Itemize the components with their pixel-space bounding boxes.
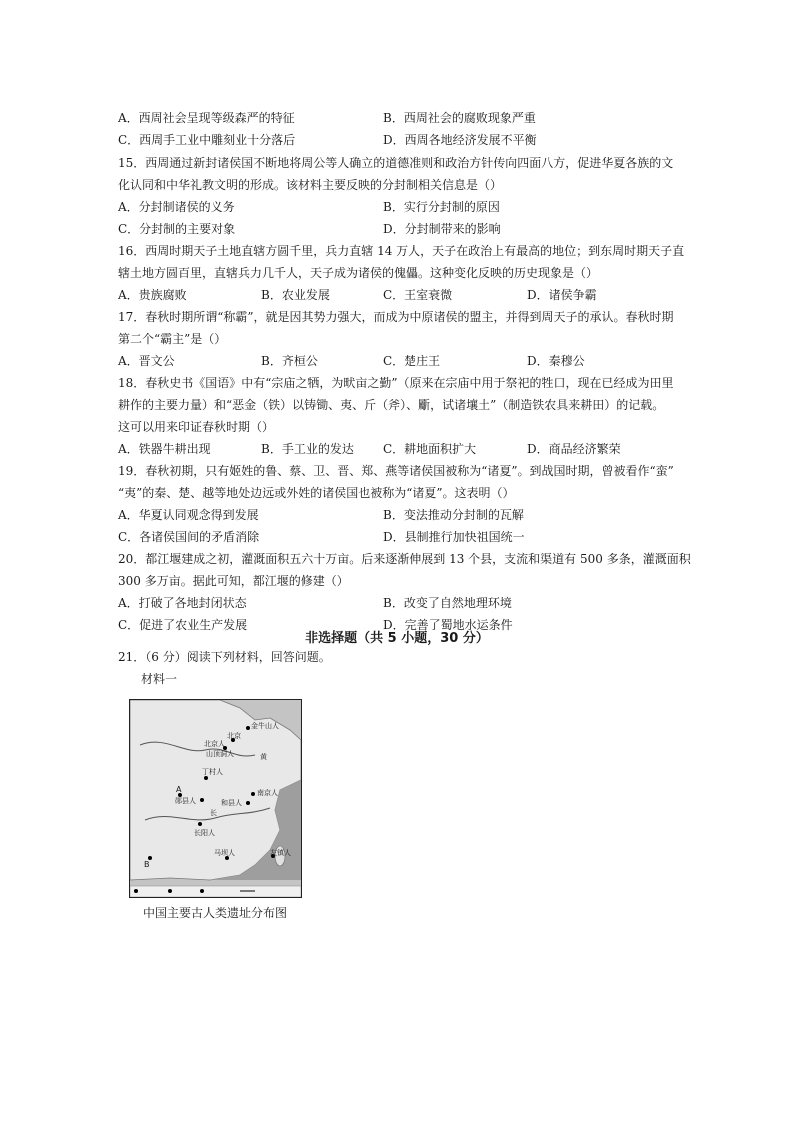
q20-option-c[interactable]: C．促进了农业生产发展 bbox=[118, 618, 248, 632]
label-shandingdong: 山顶洞人 bbox=[206, 750, 234, 758]
q18-option-a[interactable]: A．铁器牛耕出现 bbox=[118, 442, 211, 456]
q19-option-d[interactable]: D．县制推行加快祖国统一 bbox=[383, 530, 525, 544]
ancient-human-sites-map bbox=[129, 699, 302, 898]
section-title: 非选择题（共 5 小题，30 分） bbox=[305, 631, 489, 646]
label-beijingren: 北京人 bbox=[204, 740, 225, 748]
q16-option-b[interactable]: B．农业发展 bbox=[261, 288, 330, 302]
map-caption: 中国主要古人类遗址分布图 bbox=[143, 906, 288, 920]
label-nanjing: 南京人 bbox=[257, 789, 278, 797]
q16-option-a[interactable]: A．贵族腐败 bbox=[118, 288, 187, 302]
label-b: B bbox=[144, 860, 150, 869]
q19-option-b[interactable]: B．变法推动分封制的瓦解 bbox=[383, 508, 524, 522]
q17-option-d[interactable]: D．秦穆公 bbox=[527, 354, 585, 368]
label-dingcun: 丁村人 bbox=[202, 768, 223, 776]
q20-option-b[interactable]: B．改变了自然地理环境 bbox=[383, 596, 512, 610]
q16-stem-line1: 16．西周时期天子土地直辖方圆千里，兵力直辖 14 万人，天子在政治上有最高的地位；到东周时期天子直 bbox=[118, 244, 685, 258]
q18-stem-line2: 耕作的主要力量）和“恶金（铁）以铸锄、夷、斤（斧）、斸，试诸壤土”（制造铁农具来耕田）的记载。 bbox=[118, 398, 665, 412]
site-nanjing bbox=[251, 792, 255, 796]
q21-stem: 21．（6 分）阅读下列材料，回答问题。 bbox=[118, 650, 331, 664]
label-jinniushan: 金牛山人 bbox=[251, 722, 279, 730]
q20-stem-line2: 300 多万亩。据此可知，都江堰的修建（） bbox=[118, 574, 349, 588]
q17-stem-line1: 17．春秋时期所谓“称霸”，就是因其势力强大，而成为中原诸侯的盟主，并得到周天子的承认。春秋时期 bbox=[118, 310, 674, 324]
label-hexian: 和县人 bbox=[221, 799, 242, 807]
q19-stem-line1: 19．春秋初期，只有姬姓的鲁、蔡、卫、晋、郑、燕等诸侯国被称为“诸夏”。到战国时期，曾被看作“蛮” bbox=[118, 464, 674, 478]
q15-option-c[interactable]: C．分封制的主要对象 bbox=[118, 222, 236, 236]
site-yunxian bbox=[200, 798, 204, 802]
q18-option-d[interactable]: D．商品经济繁荣 bbox=[527, 442, 621, 456]
label-a: A bbox=[176, 785, 182, 794]
site-hexian bbox=[246, 801, 250, 805]
q18-stem-line1: 18．春秋史书《国语》中有“宗庙之牺，为畎亩之勤”（原来在宗庙中用于祭祀的牲口，现在已经成为田里 bbox=[118, 376, 674, 390]
q14-option-d[interactable]: D．西周各地经济发展不平衡 bbox=[383, 133, 537, 147]
site-jinniushan bbox=[246, 726, 250, 730]
label-yunxian: 郧县人 bbox=[175, 797, 196, 805]
q18-stem-line3: 这可以用来印证春秋时期（） bbox=[118, 420, 275, 434]
q15-stem-line2: 化认同和中华礼教文明的形成。该材料主要反映的分封制相关信息是（） bbox=[118, 178, 503, 192]
q17-stem-line2: 第二个“霸主”是（） bbox=[118, 332, 227, 346]
q15-option-b[interactable]: B．实行分封制的原因 bbox=[383, 200, 500, 214]
q19-option-c[interactable]: C．各诸侯国间的矛盾消除 bbox=[118, 530, 260, 544]
site-changyang bbox=[198, 822, 202, 826]
q15-option-a[interactable]: A．分封制诸侯的义务 bbox=[118, 200, 235, 214]
q20-option-a[interactable]: A．打破了各地封闭状态 bbox=[118, 596, 247, 610]
q21-material-label: 材料一 bbox=[141, 672, 178, 686]
label-chang: 长 bbox=[210, 809, 217, 817]
q14-option-b[interactable]: B．西周社会的腐败现象严重 bbox=[383, 111, 536, 125]
label-beijing: 北京 bbox=[227, 732, 241, 740]
q15-stem-line1: 15．西周通过新封诸侯国不断地将周公等人确立的道德准则和政治方针传向四面八方，促进华夏各族的文 bbox=[118, 156, 674, 170]
q14-option-c[interactable]: C．西周手工业中雕刻业十分落后 bbox=[118, 133, 296, 147]
q17-option-c[interactable]: C．楚庄王 bbox=[383, 354, 441, 368]
label-maba: 马坝人 bbox=[214, 849, 235, 857]
q16-stem-line2: 辖土地方圆百里，直辖兵力几千人，天子成为诸侯的傀儡。这种变化反映的历史现象是（） bbox=[118, 266, 599, 280]
q17-option-b[interactable]: B．齐桓公 bbox=[261, 354, 318, 368]
q19-stem-line2: “夷”的秦、楚、越等地处边远或外姓的诸侯国也被称为“诸夏”。这表明（） bbox=[118, 486, 515, 500]
q20-option-d[interactable]: D．完善了蜀地水运条件 bbox=[383, 618, 513, 632]
q14-option-a[interactable]: A．西周社会呈现等级森严的特征 bbox=[118, 111, 295, 125]
q16-option-d[interactable]: D．诸侯争霸 bbox=[527, 288, 597, 302]
label-huang: 黄 bbox=[260, 753, 267, 761]
q18-option-b[interactable]: B．手工业的发达 bbox=[261, 442, 354, 456]
label-changyang: 长阳人 bbox=[194, 829, 215, 837]
q19-option-a[interactable]: A．华夏认同观念得到发展 bbox=[118, 508, 259, 522]
q17-option-a[interactable]: A．晋文公 bbox=[118, 354, 175, 368]
q15-option-d[interactable]: D．分封制带来的影响 bbox=[383, 222, 501, 236]
label-zuozhen: 左镇人 bbox=[270, 849, 291, 857]
q18-option-c[interactable]: C．耕地面积扩大 bbox=[383, 442, 477, 456]
q20-stem-line1: 20．都江堰建成之初，灌溉面积五六十万亩。后来逐渐伸展到 13 个县，支流和渠道有 500 多条，灌溉面积 bbox=[118, 552, 691, 566]
q16-option-c[interactable]: C．王室衰微 bbox=[383, 288, 453, 302]
